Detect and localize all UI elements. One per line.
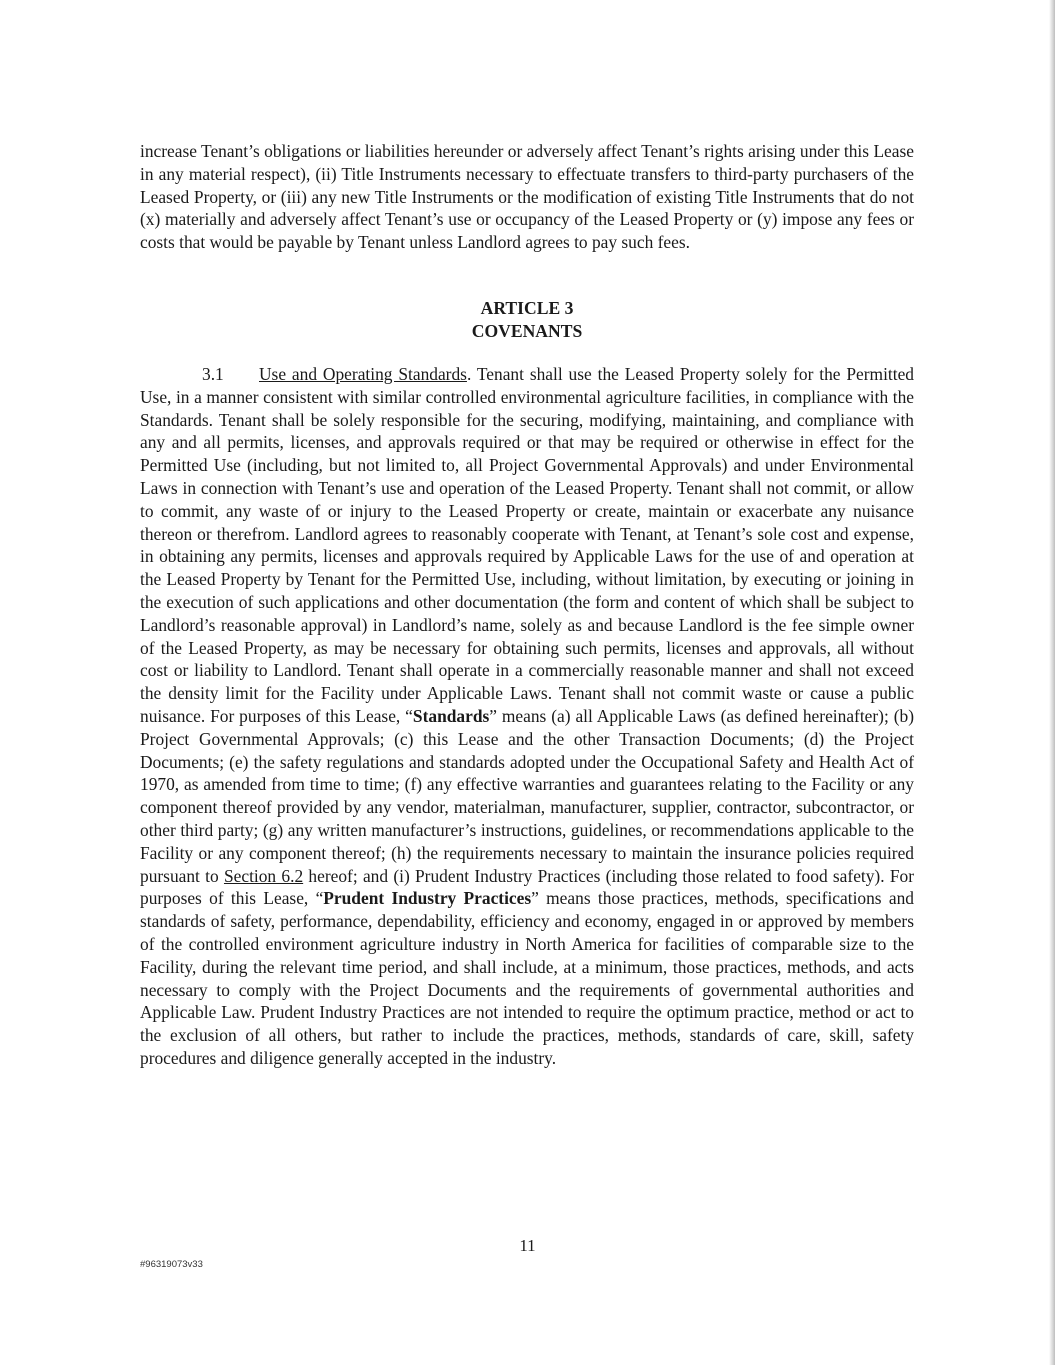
defined-term-standards: Standards: [412, 705, 490, 726]
section-3-1-paragraph: [140, 363, 914, 1070]
section-text-part-3: hereof; and (i) Prudent Industry Practices (including those related to food safety). For purposes of this Lease, “: [140, 865, 915, 909]
section-text-part-1: Tenant shall use the Leased Property solely for the Permitted Use, in a manner consistent with similar controlled environmental agriculture facilities, in compliance with the Standards. Tenant shall be solely responsible for the securing, modifying, maintaining, and compliance with any and all permits, licenses, and approvals required or that may be required or otherwise in effect for the Permitted Use (including, but not limited to, all Project Governmental Approvals) and under Environmental Laws in connection with Tenant’s use and operation of the Leased Property. Tenant shall not commit, or allow to commit, any waste of or injury to the Leased Property or create, maintain or exacerbate any nuisance thereon or therefrom. Landlord agrees to reasonably cooperate with Tenant, at Tenant’s sole cost and expense, in obtaining any permits, licenses and approvals required by Applicable Laws for the use of and operation at the Leased Property by Tenant for the Permitted Use, including, without limitation, by executing or joining in the execution of such applications and other documentation (the form and content of which shall be subject to Landlord’s reasonable approval) in Landlord’s name, solely as and because Landlord is the fee simple owner of the Leased Property, as may be necessary for obtaining such permits, licenses and approvals, all without cost or liability to Landlord. Tenant shall operate in a commercially reasonable manner and shall not exceed the density limit for the Facility under Applicable Laws. Tenant shall not commit waste or cause a public nuisance. For purposes of this Lease, “: [140, 364, 914, 726]
section-heading-punct: .: [466, 364, 472, 384]
section-text-part-2: ” means (a) all Applicable Laws (as defined hereinafter); (b) Project Governmental Approvals; (c) this Lease and the other Transaction Documents; (d) the Project Documents; (e) the safety regulations and standards adopted under the Occupational Safety and Health Act of 1970, as amended from time to time; (f) any effective warranties and guarantees relating to the Facility or any component thereof provided by any vendor, materialman, manufacturer, supplier, contractor, subcontractor, or other third party; (g) any written manufacturer’s instructions, guidelines, or recommendations applicable to the Facility or any component thereof; (h) the requirements necessary to maintain the insurance policies required pursuant to: [140, 705, 914, 886]
section-cross-reference: Section 6.2: [223, 865, 304, 886]
article-title-heading: COVENANTS: [471, 321, 583, 341]
section-text-part-4: ” means those practices, methods, specifications and standards of safety, performance, dependability, efficiency and economy, engaged in or approved by members of the controlled environment agriculture industry in North America for facilities of comparable size to the Facility, during the relevant time period, and shall include, at a minimum, those practices, methods, and acts necessary to comply with the Project Documents and the requirements of governmental authorities and Applicable Law. Prudent Industry Practices are not intended to require the optimum practice, method or act to the exclusion of all others, but rather to include the practices, methods, standards of care, skill, safety procedures and diligence generally accepted in the industry.: [140, 888, 914, 1068]
section-number: 3.1: [202, 364, 224, 384]
document-id: #96319073v33: [140, 1259, 203, 1270]
continued-paragraph: increase Tenant’s obligations or liabilities hereunder or adversely affect Tenant’s rights arising under this Lease in any material respect), (ii) Title Instruments necessary to effectuate transfers to third-party purchasers of the Leased Property, or (iii) any new Title Instruments or the modification of existing Title Instruments that do not (x) materially and adversely affect Tenant’s use or occupancy of the Leased Property or (y) impose any fees or costs that would be payable by Tenant unless Landlord agrees to pay such fees.: [140, 141, 914, 253]
page-edge-shadow: [1049, 0, 1055, 1365]
defined-term-prudent-industry-practices: Prudent Industry Practices: [323, 888, 532, 909]
page-number: 11: [519, 1236, 536, 1255]
article-number-heading: ARTICLE 3: [480, 298, 574, 318]
section-heading: Use and Operating Standards: [259, 364, 467, 384]
